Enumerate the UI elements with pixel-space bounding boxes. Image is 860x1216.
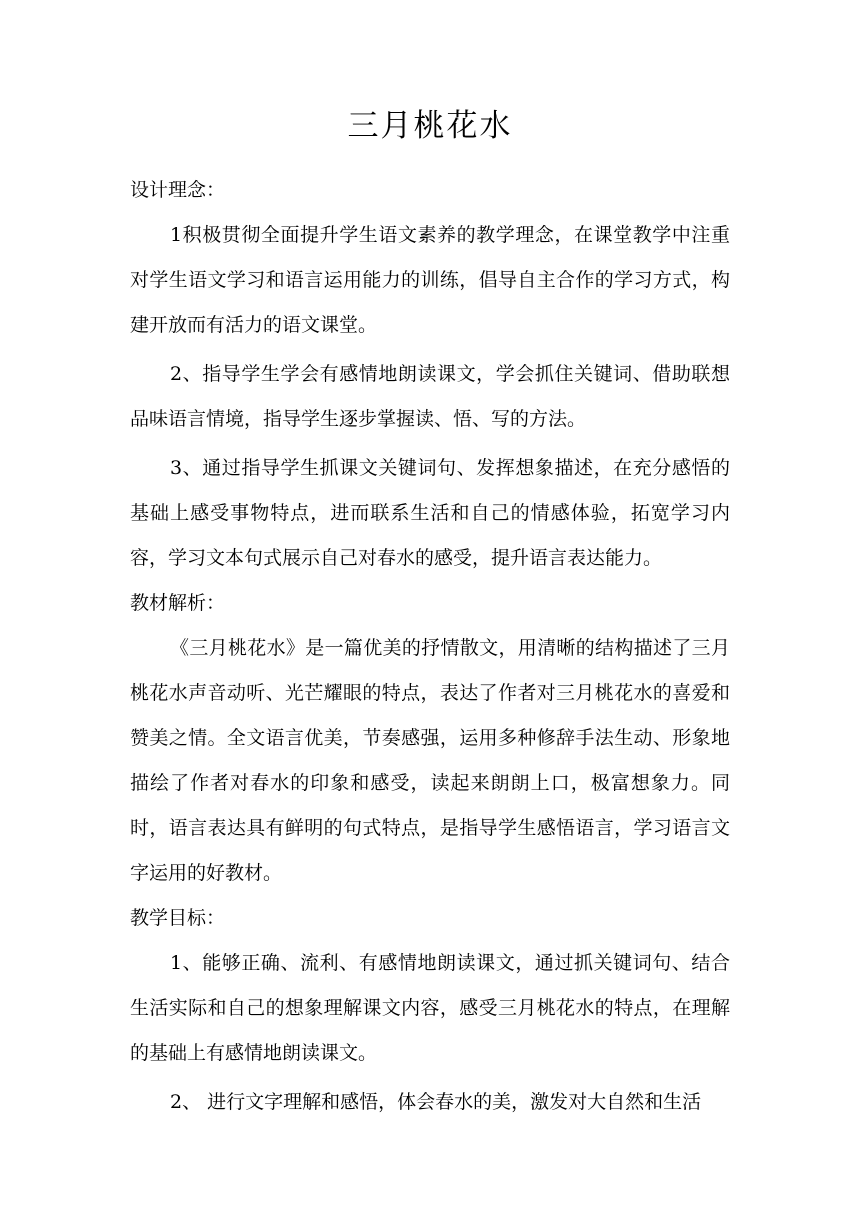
paragraph: 2、指导学生学会有感情地朗读课文，学会抓住关键词、借助联想品味语言情境，指导学生逐步掌握读、悟、写的方法。 <box>130 363 730 430</box>
document-title: 三月桃花水 <box>347 108 513 144</box>
document-body <box>130 168 730 1125</box>
paragraph: 3、通过指导学生抓课文关键词句、发挥想象描述，在充分感悟的基础上感受事物特点，进而联系生活和自己的情感体验，拓宽学习内容，学习文本句式展示自己对春水的感受，提升语言表达能力。 <box>130 457 730 569</box>
paragraph: 1积极贯彻全面提升学生语文素养的教学理念，在课堂教学中注重对学生语文学习和语言运用能力的训练，倡导自主合作的学习方式，构建开放而有活力的语文课堂。 <box>130 224 730 336</box>
section-heading-textbook-analysis: 教材解析： <box>130 592 226 614</box>
paragraph: 2、 进行文字理解和感悟，体会春水的美，激发对大自然和生活 <box>170 1091 702 1113</box>
paragraph: 1、能够正确、流利、有感情地朗读课文，通过抓关键词句、结合生活实际和自己的想象理解课文内容，感受三月桃花水的特点，在理解的基础上有感情地朗读课文。 <box>130 952 730 1064</box>
section-heading-teaching-goals: 教学目标： <box>130 907 226 929</box>
paragraph: 《三月桃花水》是一篇优美的抒情散文，用清晰的结构描述了三月桃花水声音动听、光芒耀眼的特点，表达了作者对三月桃花水的喜爱和赞美之情。全文语言优美，节奏感强，运用多种修辞手法生动、形象地描绘了作者对春水的印象和感受，读起来朗朗上口，极富想象力。同时，语言表达具有鲜明的句式特点，是指导学生感悟语言，学习语言文字运用的好教材。 <box>130 637 730 884</box>
section-heading-design-concept: 设计理念： <box>130 179 226 201</box>
